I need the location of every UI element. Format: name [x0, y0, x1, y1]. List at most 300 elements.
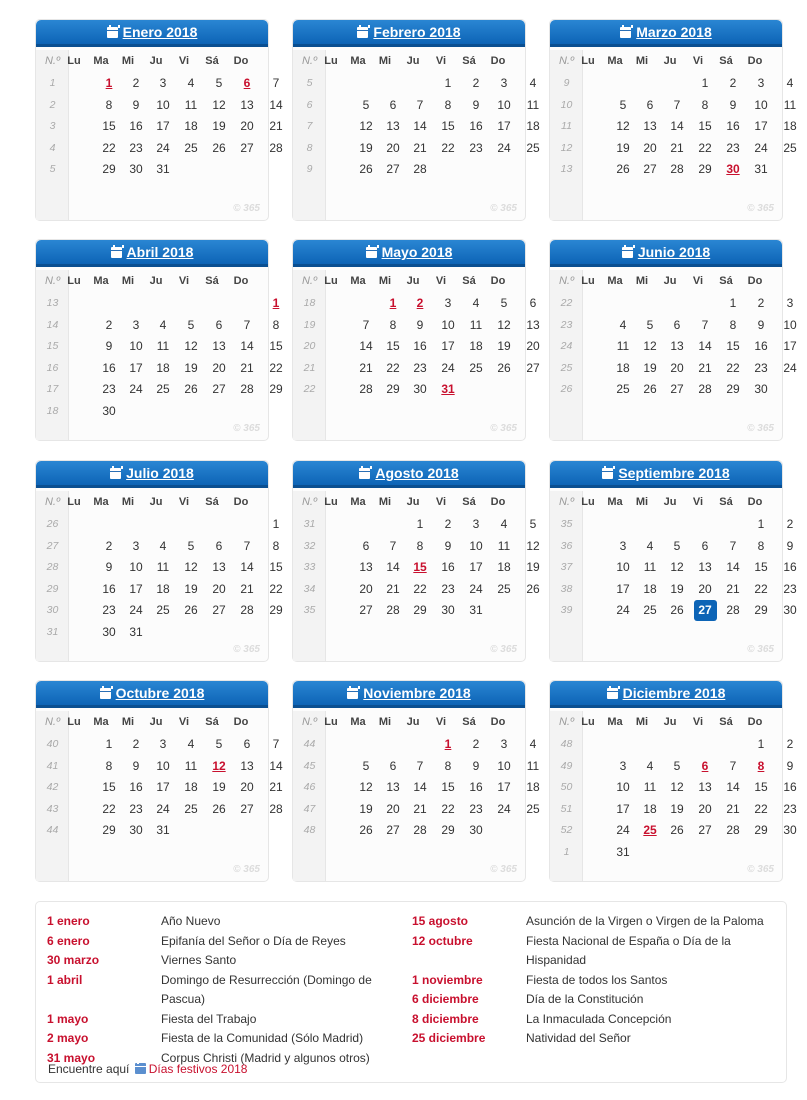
month-header[interactable] — [293, 20, 525, 47]
day-cell[interactable]: 22 — [754, 581, 768, 596]
day-cell[interactable]: 14 — [670, 119, 684, 134]
day-cell[interactable]: 9 — [786, 538, 794, 553]
day-cell[interactable]: 25 — [156, 603, 170, 618]
day-cell[interactable]: 22 — [102, 801, 116, 816]
day-cell[interactable]: 28 — [726, 823, 740, 838]
day-cell[interactable]: 12 — [643, 339, 657, 354]
day-cell[interactable]: 24 — [616, 603, 630, 618]
day-cell[interactable]: 15 — [441, 119, 455, 134]
day-cell[interactable]: 19 — [670, 581, 684, 596]
day-cell[interactable]: 17 — [616, 581, 630, 596]
day-cell[interactable]: 21 — [269, 780, 283, 795]
day-cell[interactable]: 14 — [413, 119, 427, 134]
day-cell[interactable]: 19 — [359, 801, 373, 816]
day-cell[interactable]: 17 — [497, 780, 511, 795]
day-cell[interactable]: 23 — [754, 360, 768, 375]
day-cell[interactable]: 24 — [754, 140, 768, 155]
day-cell[interactable]: 19 — [212, 780, 226, 795]
day-cell[interactable]: 22 — [413, 581, 427, 596]
day-cell[interactable]: 17 — [469, 560, 483, 575]
day-cell[interactable]: 13 — [670, 339, 684, 354]
day-cell[interactable]: 17 — [616, 801, 630, 816]
day-cell[interactable]: 11 — [156, 339, 170, 354]
day-cell[interactable]: 13 — [526, 317, 540, 332]
day-cell[interactable]: 26 — [643, 382, 657, 397]
day-cell[interactable]: 22 — [269, 581, 283, 596]
day-cell[interactable]: 15 — [102, 780, 116, 795]
day-cell[interactable]: 28 — [698, 382, 712, 397]
day-cell[interactable]: 22 — [754, 801, 768, 816]
day-cell[interactable]: 11 — [616, 339, 630, 354]
day-cell[interactable]: 20 — [386, 140, 400, 155]
day-cell[interactable]: 17 — [129, 360, 143, 375]
holiday-day-cell[interactable]: 2 — [416, 296, 424, 310]
day-cell[interactable]: 11 — [643, 780, 657, 795]
day-cell[interactable]: 20 — [643, 140, 657, 155]
month-title[interactable]: Marzo 2018 — [636, 24, 712, 40]
day-cell[interactable]: 4 — [187, 737, 195, 751]
day-cell[interactable]: 5 — [646, 317, 654, 332]
day-cell[interactable]: 10 — [754, 97, 768, 112]
day-cell[interactable]: 25 — [526, 801, 540, 816]
holiday-day-cell[interactable]: 6 — [701, 758, 709, 773]
day-cell[interactable]: 25 — [156, 382, 170, 397]
day-cell[interactable]: 24 — [129, 382, 143, 397]
day-cell[interactable]: 7 — [416, 97, 424, 112]
day-cell[interactable]: 29 — [413, 603, 427, 618]
day-cell[interactable]: 15 — [441, 780, 455, 795]
day-cell[interactable]: 2 — [786, 517, 794, 531]
day-cell[interactable]: 19 — [359, 140, 373, 155]
holiday-day-cell[interactable]: 1 — [105, 76, 113, 90]
day-cell[interactable]: 19 — [670, 801, 684, 816]
day-cell[interactable]: 4 — [646, 758, 654, 773]
day-cell[interactable]: 12 — [616, 119, 630, 134]
day-cell[interactable]: 8 — [105, 758, 113, 773]
day-cell[interactable]: 12 — [670, 560, 684, 575]
day-cell[interactable]: 19 — [212, 119, 226, 134]
day-cell[interactable]: 6 — [389, 758, 397, 773]
day-cell[interactable]: 11 — [497, 538, 511, 553]
day-cell[interactable]: 12 — [359, 780, 373, 795]
day-cell[interactable]: 28 — [413, 162, 427, 177]
day-cell[interactable]: 3 — [786, 296, 794, 310]
month-header[interactable] — [36, 240, 268, 267]
day-cell[interactable]: 16 — [441, 560, 455, 575]
day-cell[interactable]: 14 — [269, 97, 283, 112]
day-cell[interactable]: 21 — [698, 360, 712, 375]
day-cell[interactable]: 20 — [698, 581, 712, 596]
day-cell[interactable]: 21 — [413, 801, 427, 816]
day-cell[interactable]: 21 — [386, 581, 400, 596]
day-cell[interactable]: 22 — [441, 140, 455, 155]
day-cell[interactable]: 8 — [416, 538, 424, 553]
day-cell[interactable]: 13 — [643, 119, 657, 134]
day-cell[interactable]: 10 — [441, 317, 455, 332]
day-cell[interactable]: 30 — [783, 603, 797, 618]
day-cell[interactable]: 13 — [240, 758, 254, 773]
day-cell[interactable]: 5 — [215, 737, 223, 751]
day-cell[interactable]: 1 — [701, 76, 709, 90]
day-cell[interactable]: 2 — [757, 296, 765, 310]
day-cell[interactable]: 17 — [497, 119, 511, 134]
day-cell[interactable]: 26 — [497, 360, 511, 375]
month-title[interactable]: Noviembre 2018 — [363, 685, 471, 701]
day-cell[interactable]: 30 — [783, 823, 797, 838]
day-cell[interactable]: 7 — [272, 76, 280, 90]
day-cell[interactable]: 29 — [269, 382, 283, 397]
day-cell[interactable]: 9 — [472, 758, 480, 773]
holiday-day-cell[interactable]: 25 — [643, 823, 657, 838]
day-cell[interactable]: 11 — [184, 97, 198, 112]
day-cell[interactable]: 27 — [240, 140, 254, 155]
day-cell[interactable]: 10 — [129, 339, 143, 354]
day-cell[interactable]: 18 — [469, 339, 483, 354]
day-cell[interactable]: 21 — [359, 360, 373, 375]
day-cell[interactable]: 26 — [526, 581, 540, 596]
day-cell[interactable]: 19 — [616, 140, 630, 155]
day-cell[interactable]: 16 — [754, 339, 768, 354]
month-header[interactable] — [36, 20, 268, 47]
day-cell[interactable]: 18 — [643, 581, 657, 596]
day-cell[interactable]: 21 — [670, 140, 684, 155]
day-cell[interactable]: 30 — [754, 382, 768, 397]
day-cell[interactable]: 3 — [757, 76, 765, 90]
month-header[interactable] — [550, 461, 782, 488]
day-cell[interactable]: 12 — [670, 780, 684, 795]
day-cell[interactable]: 9 — [729, 97, 737, 112]
day-cell[interactable]: 17 — [783, 339, 797, 354]
day-cell[interactable]: 8 — [444, 758, 452, 773]
day-cell[interactable]: 25 — [184, 140, 198, 155]
day-cell[interactable]: 3 — [132, 538, 140, 553]
day-cell[interactable]: 16 — [783, 780, 797, 795]
day-cell[interactable]: 30 — [129, 162, 143, 177]
day-cell[interactable]: 3 — [619, 758, 627, 773]
day-cell[interactable]: 8 — [272, 317, 280, 332]
day-cell[interactable]: 8 — [757, 538, 765, 553]
day-cell[interactable]: 6 — [646, 97, 654, 112]
day-cell[interactable]: 3 — [159, 737, 167, 751]
day-cell[interactable]: 13 — [212, 560, 226, 575]
day-cell[interactable]: 14 — [413, 780, 427, 795]
day-cell[interactable]: 16 — [102, 360, 116, 375]
day-cell[interactable]: 30 — [441, 603, 455, 618]
day-cell[interactable]: 17 — [441, 339, 455, 354]
day-cell[interactable]: 28 — [386, 603, 400, 618]
day-cell[interactable]: 10 — [783, 317, 797, 332]
day-cell[interactable]: 28 — [269, 140, 283, 155]
day-cell[interactable]: 27 — [670, 382, 684, 397]
day-cell[interactable]: 21 — [413, 140, 427, 155]
day-cell[interactable]: 27 — [526, 360, 540, 375]
day-cell[interactable]: 26 — [184, 382, 198, 397]
day-cell[interactable]: 14 — [698, 339, 712, 354]
day-cell[interactable]: 22 — [726, 360, 740, 375]
day-cell[interactable]: 1 — [105, 737, 113, 751]
day-cell[interactable]: 23 — [783, 581, 797, 596]
day-cell[interactable]: 8 — [729, 317, 737, 332]
day-cell[interactable]: 17 — [156, 780, 170, 795]
day-cell[interactable]: 29 — [726, 382, 740, 397]
day-cell[interactable]: 1 — [444, 76, 452, 90]
day-cell[interactable]: 27 — [386, 162, 400, 177]
day-cell[interactable]: 10 — [497, 97, 511, 112]
day-cell[interactable]: 11 — [783, 97, 797, 112]
day-cell[interactable]: 4 — [187, 76, 195, 90]
day-cell[interactable]: 14 — [240, 560, 254, 575]
day-cell[interactable]: 26 — [212, 801, 226, 816]
day-cell[interactable]: 15 — [698, 119, 712, 134]
day-cell[interactable]: 11 — [526, 97, 540, 112]
day-cell[interactable]: 24 — [156, 140, 170, 155]
day-cell[interactable]: 2 — [729, 76, 737, 90]
day-cell[interactable]: 2 — [132, 76, 140, 90]
day-cell[interactable]: 10 — [616, 560, 630, 575]
month-title[interactable]: Agosto 2018 — [375, 465, 459, 481]
day-cell[interactable]: 7 — [362, 317, 370, 332]
day-cell[interactable]: 16 — [469, 119, 483, 134]
day-cell[interactable]: 1 — [272, 517, 280, 531]
day-cell[interactable]: 22 — [386, 360, 400, 375]
day-cell[interactable]: 4 — [529, 737, 537, 751]
day-cell[interactable]: 14 — [726, 560, 740, 575]
holiday-day-cell[interactable]: 30 — [726, 162, 740, 177]
day-cell[interactable]: 15 — [754, 780, 768, 795]
day-cell[interactable]: 23 — [102, 603, 116, 618]
day-cell[interactable]: 20 — [359, 581, 373, 596]
day-cell[interactable]: 20 — [386, 801, 400, 816]
day-cell[interactable]: 27 — [212, 603, 226, 618]
day-cell[interactable]: 27 — [240, 801, 254, 816]
day-cell[interactable]: 27 — [698, 823, 712, 838]
day-cell[interactable]: 12 — [184, 560, 198, 575]
day-cell[interactable]: 19 — [184, 360, 198, 375]
day-cell[interactable]: 7 — [416, 758, 424, 773]
day-cell[interactable]: 18 — [526, 119, 540, 134]
day-cell[interactable]: 23 — [102, 382, 116, 397]
day-cell[interactable]: 31 — [156, 162, 170, 177]
month-header[interactable] — [36, 681, 268, 708]
day-cell[interactable]: 26 — [359, 162, 373, 177]
day-cell[interactable]: 11 — [643, 560, 657, 575]
day-cell[interactable]: 9 — [105, 560, 113, 575]
day-cell[interactable]: 1 — [757, 737, 765, 751]
day-cell[interactable]: 20 — [212, 581, 226, 596]
day-cell[interactable]: 28 — [240, 603, 254, 618]
day-cell[interactable]: 29 — [754, 823, 768, 838]
day-cell[interactable]: 7 — [243, 538, 251, 553]
day-cell[interactable]: 27 — [212, 382, 226, 397]
day-cell[interactable]: 24 — [616, 823, 630, 838]
month-title[interactable]: Octubre 2018 — [115, 685, 205, 701]
day-cell[interactable]: 25 — [497, 581, 511, 596]
day-cell[interactable]: 29 — [102, 823, 116, 838]
day-cell[interactable]: 10 — [156, 758, 170, 773]
day-cell[interactable]: 28 — [670, 162, 684, 177]
day-cell[interactable]: 28 — [359, 382, 373, 397]
day-cell[interactable]: 24 — [156, 801, 170, 816]
day-cell[interactable]: 4 — [159, 317, 167, 332]
day-cell[interactable]: 23 — [726, 140, 740, 155]
day-cell[interactable]: 5 — [619, 97, 627, 112]
day-cell[interactable]: 16 — [413, 339, 427, 354]
day-cell[interactable]: 5 — [529, 517, 537, 531]
day-cell[interactable]: 3 — [159, 76, 167, 90]
month-title[interactable]: Diciembre 2018 — [622, 685, 726, 701]
day-cell[interactable]: 18 — [184, 119, 198, 134]
day-cell[interactable]: 29 — [441, 823, 455, 838]
day-cell[interactable]: 31 — [754, 162, 768, 177]
day-cell[interactable]: 19 — [526, 560, 540, 575]
day-cell[interactable]: 13 — [698, 560, 712, 575]
day-cell[interactable]: 4 — [646, 538, 654, 553]
day-cell[interactable]: 13 — [212, 339, 226, 354]
day-cell[interactable]: 7 — [729, 538, 737, 553]
day-cell[interactable]: 31 — [616, 845, 630, 859]
day-cell[interactable]: 26 — [359, 823, 373, 838]
day-cell[interactable]: 23 — [441, 581, 455, 596]
day-cell[interactable]: 12 — [184, 339, 198, 354]
month-title[interactable]: Junio 2018 — [637, 244, 711, 260]
day-cell[interactable]: 23 — [129, 140, 143, 155]
day-cell[interactable]: 29 — [386, 382, 400, 397]
day-cell[interactable]: 6 — [215, 317, 223, 332]
day-cell[interactable]: 13 — [386, 119, 400, 134]
day-cell[interactable]: 30 — [129, 823, 143, 838]
day-cell[interactable]: 16 — [726, 119, 740, 134]
day-cell[interactable]: 6 — [362, 538, 370, 553]
day-cell[interactable]: 23 — [129, 801, 143, 816]
day-cell[interactable]: 13 — [240, 97, 254, 112]
day-cell[interactable]: 12 — [359, 119, 373, 134]
day-cell[interactable]: 16 — [783, 560, 797, 575]
day-cell[interactable]: 15 — [102, 119, 116, 134]
day-cell[interactable]: 21 — [240, 360, 254, 375]
day-cell[interactable]: 1 — [729, 296, 737, 310]
day-cell[interactable]: 28 — [240, 382, 254, 397]
day-cell[interactable]: 9 — [757, 317, 765, 332]
day-cell[interactable]: 21 — [269, 119, 283, 134]
day-cell[interactable]: 8 — [272, 538, 280, 553]
day-cell[interactable]: 21 — [726, 801, 740, 816]
day-cell[interactable]: 13 — [386, 780, 400, 795]
day-cell[interactable]: 9 — [786, 758, 794, 773]
day-cell[interactable]: 26 — [212, 140, 226, 155]
day-cell[interactable]: 2 — [444, 517, 452, 531]
month-title[interactable]: Abril 2018 — [126, 244, 194, 260]
day-cell[interactable]: 8 — [389, 317, 397, 332]
day-cell[interactable]: 2 — [472, 737, 480, 751]
day-cell[interactable]: 8 — [701, 97, 709, 112]
day-cell[interactable]: 5 — [673, 538, 681, 553]
day-cell[interactable]: 20 — [670, 360, 684, 375]
day-cell[interactable]: 10 — [469, 538, 483, 553]
day-cell[interactable]: 27 — [386, 823, 400, 838]
day-cell[interactable]: 24 — [783, 360, 797, 375]
day-cell[interactable]: 5 — [500, 296, 508, 310]
day-cell[interactable]: 6 — [673, 317, 681, 332]
day-cell[interactable]: 14 — [359, 339, 373, 354]
day-cell[interactable]: 12 — [497, 317, 511, 332]
day-cell[interactable]: 3 — [472, 517, 480, 531]
holiday-day-cell[interactable]: 1 — [444, 737, 452, 751]
day-cell[interactable]: 4 — [619, 317, 627, 332]
day-cell[interactable]: 18 — [616, 360, 630, 375]
day-cell[interactable]: 18 — [526, 780, 540, 795]
day-cell[interactable]: 30 — [102, 625, 116, 639]
day-cell[interactable]: 26 — [670, 823, 684, 838]
day-cell[interactable]: 27 — [359, 603, 373, 618]
day-cell[interactable]: 15 — [754, 560, 768, 575]
day-cell[interactable]: 24 — [441, 360, 455, 375]
day-cell[interactable]: 13 — [359, 560, 373, 575]
day-cell[interactable]: 28 — [269, 801, 283, 816]
day-cell[interactable]: 4 — [500, 517, 508, 531]
day-cell[interactable]: 3 — [444, 296, 452, 310]
day-cell[interactable]: 9 — [132, 758, 140, 773]
day-cell[interactable]: 25 — [469, 360, 483, 375]
day-cell[interactable]: 26 — [616, 162, 630, 177]
day-cell[interactable]: 6 — [529, 296, 537, 310]
day-cell[interactable]: 10 — [616, 780, 630, 795]
day-cell[interactable]: 18 — [643, 801, 657, 816]
day-cell[interactable]: 26 — [670, 603, 684, 618]
day-cell[interactable]: 25 — [616, 382, 630, 397]
day-cell[interactable]: 7 — [272, 737, 280, 751]
day-cell[interactable]: 3 — [619, 538, 627, 553]
day-cell[interactable]: 4 — [159, 538, 167, 553]
day-cell[interactable]: 10 — [129, 560, 143, 575]
day-cell[interactable]: 18 — [497, 560, 511, 575]
day-cell[interactable]: 5 — [673, 758, 681, 773]
day-cell[interactable]: 2 — [105, 317, 113, 332]
day-cell[interactable]: 15 — [269, 560, 283, 575]
holiday-day-cell[interactable]: 1 — [389, 296, 397, 310]
day-cell[interactable]: 11 — [469, 317, 483, 332]
day-cell[interactable]: 3 — [132, 317, 140, 332]
day-cell[interactable]: 3 — [500, 737, 508, 751]
day-cell[interactable]: 19 — [643, 360, 657, 375]
day-cell[interactable]: 25 — [526, 140, 540, 155]
day-cell[interactable]: 14 — [386, 560, 400, 575]
holiday-day-cell[interactable]: 6 — [243, 76, 251, 90]
day-cell[interactable]: 18 — [184, 780, 198, 795]
today-day-cell[interactable]: 27 — [694, 600, 717, 621]
month-title[interactable]: Febrero 2018 — [373, 24, 461, 40]
day-cell[interactable]: 5 — [187, 538, 195, 553]
day-cell[interactable]: 5 — [187, 317, 195, 332]
day-cell[interactable]: 3 — [500, 76, 508, 90]
month-title[interactable]: Enero 2018 — [122, 24, 198, 40]
day-cell[interactable]: 12 — [526, 538, 540, 553]
day-cell[interactable]: 14 — [269, 758, 283, 773]
day-cell[interactable]: 19 — [497, 339, 511, 354]
day-cell[interactable]: 16 — [129, 119, 143, 134]
holiday-day-cell[interactable]: 1 — [272, 296, 280, 310]
day-cell[interactable]: 24 — [469, 581, 483, 596]
month-title[interactable]: Septiembre 2018 — [618, 465, 730, 481]
holiday-day-cell[interactable]: 8 — [757, 758, 765, 773]
day-cell[interactable]: 28 — [413, 823, 427, 838]
day-cell[interactable]: 12 — [212, 97, 226, 112]
day-cell[interactable]: 6 — [243, 737, 251, 751]
day-cell[interactable]: 4 — [786, 76, 794, 90]
day-cell[interactable]: 4 — [529, 76, 537, 90]
day-cell[interactable]: 9 — [416, 317, 424, 332]
day-cell[interactable]: 15 — [386, 339, 400, 354]
day-cell[interactable]: 4 — [472, 296, 480, 310]
